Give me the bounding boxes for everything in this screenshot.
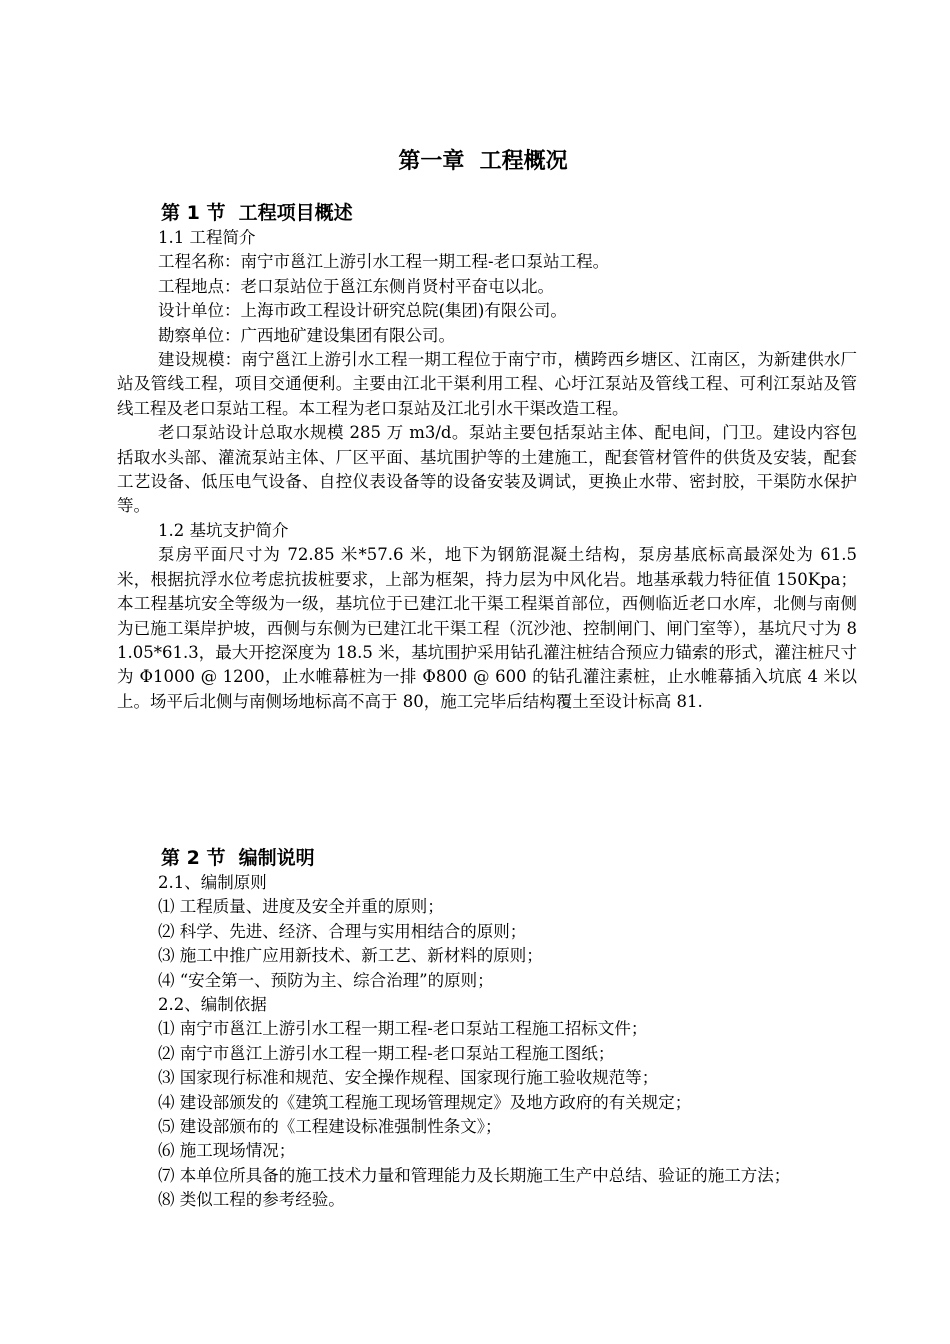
basis-heading: 2.2、编制依据 bbox=[158, 995, 267, 1015]
list-item-basis: ⑻ 类似工程的参考经验。 bbox=[158, 1190, 345, 1210]
list-item-principle: ⑷ “安全第一、预防为主、综合治理”的原则； bbox=[158, 970, 494, 990]
foundation-pit-paragraph: 泵房平面尺寸为 72.85 米*57.6 米，地下为钢筋混凝土结构，泵房基底标高最深处为 61.5 米，根据抗浮水位考虑抗拔桩要求，上部为框架，持力层为中风化岩。地基承载力特征值 150Kpa；本工程基坑安全等级为一级，基坑位于已建江北干渠工程渠首部位，西侧临近老口水库，北侧与南侧为已施工渠岸护坡，西侧与东侧为已建江北干渠工程（沉沙池、控制闸门、闸门室等），基坑尺寸为 81.05*61.3，最大开挖深度为 18.5 米，基坑围护采用钻孔灌注桩结合预应力锚索的形式，灌注桩尺寸为 Φ1000 @ 1200，止水帷幕桩为一排 Φ800 @ 600 的钻孔灌注素桩，止水帷幕插入坑底 4 米以上。场平后北侧与南侧场地标高不高于 80，施工完毕后结构覆土至设计标高 81. bbox=[117, 545, 857, 711]
project-location: 工程地点：老口泵站位于邕江东侧肖贤村平奋屯以北。 bbox=[158, 276, 554, 296]
section-title: 第 2 节 编制说明 bbox=[161, 847, 315, 869]
list-item-basis: ⑹ 施工现场情况； bbox=[158, 1141, 296, 1161]
list-item-basis: ⑷ 建设部颁发的《建筑工程施工现场管理规定》及地方政府的有关规定； bbox=[158, 1092, 692, 1112]
list-item-principle: ⑶ 施工中推广应用新技术、新工艺、新材料的原则； bbox=[158, 946, 543, 966]
list-item-basis: ⑶ 国家现行标准和规范、安全操作规程、国家现行施工验收规范等； bbox=[158, 1068, 659, 1088]
section-title: 第 1 节 工程项目概述 bbox=[161, 202, 353, 224]
survey-unit: 勘察单位：广西地矿建设集团有限公司。 bbox=[158, 325, 455, 345]
construction-scale-paragraph: 建设规模：南宁邕江上游引水工程一期工程位于南宁市，横跨西乡塘区、江南区，为新建供水厂站及管线工程，项目交通便利。主要由江北干渠利用工程、心圩江泵站及管线工程、可利江泵站及管线工程及老口泵站工程。本工程为老口泵站及江北引水干渠改造工程。 bbox=[117, 350, 857, 418]
section-project-overview bbox=[117, 200, 857, 714]
chapter-title: 第一章 工程概况 bbox=[398, 148, 568, 174]
subsection-heading-foundation-pit: 1.2 基坑支护简介 bbox=[158, 520, 289, 540]
list-item-basis: ⑺ 本单位所具备的施工技术力量和管理能力及长期施工生产中总结、验证的施工方法； bbox=[158, 1165, 791, 1185]
pump-station-paragraph: 老口泵站设计总取水规模 285 万 m3/d。泵站主要包括泵站主体、配电间，门卫。建设内容包括取水头部、灌流泵站主体、厂区平面、基坑围护等的土建施工，配套管材管件的供货及安装，配套工艺设备、低压电气设备、自控仪表设备等的设备安装及调试，更换止水带、密封胶，干渠防水保护等。 bbox=[117, 423, 857, 516]
list-item-basis: ⑸ 建设部颁布的《工程建设标准强制性条文》； bbox=[158, 1117, 502, 1137]
list-item-principle: ⑵ 科学、先进、经济、合理与实用相结合的原则； bbox=[158, 921, 527, 941]
list-item-basis: ⑵ 南宁市邕江上游引水工程一期工程-老口泵站工程施工图纸； bbox=[158, 1043, 615, 1063]
principles-heading: 2.1、编制原则 bbox=[158, 873, 267, 892]
list-item-principle: ⑴ 工程质量、进度及安全并重的原则； bbox=[158, 897, 444, 917]
design-unit: 设计单位：上海市政工程设计研究总院(集团)有限公司。 bbox=[158, 301, 567, 321]
list-item-basis: ⑴ 南宁市邕江上游引水工程一期工程-老口泵站工程施工招标文件； bbox=[158, 1019, 648, 1039]
section-compilation-notes bbox=[117, 845, 857, 1213]
project-name: 工程名称：南宁市邕江上游引水工程一期工程-老口泵站工程。 bbox=[158, 252, 610, 272]
subsection-heading-intro: 1.1 工程简介 bbox=[158, 228, 256, 247]
